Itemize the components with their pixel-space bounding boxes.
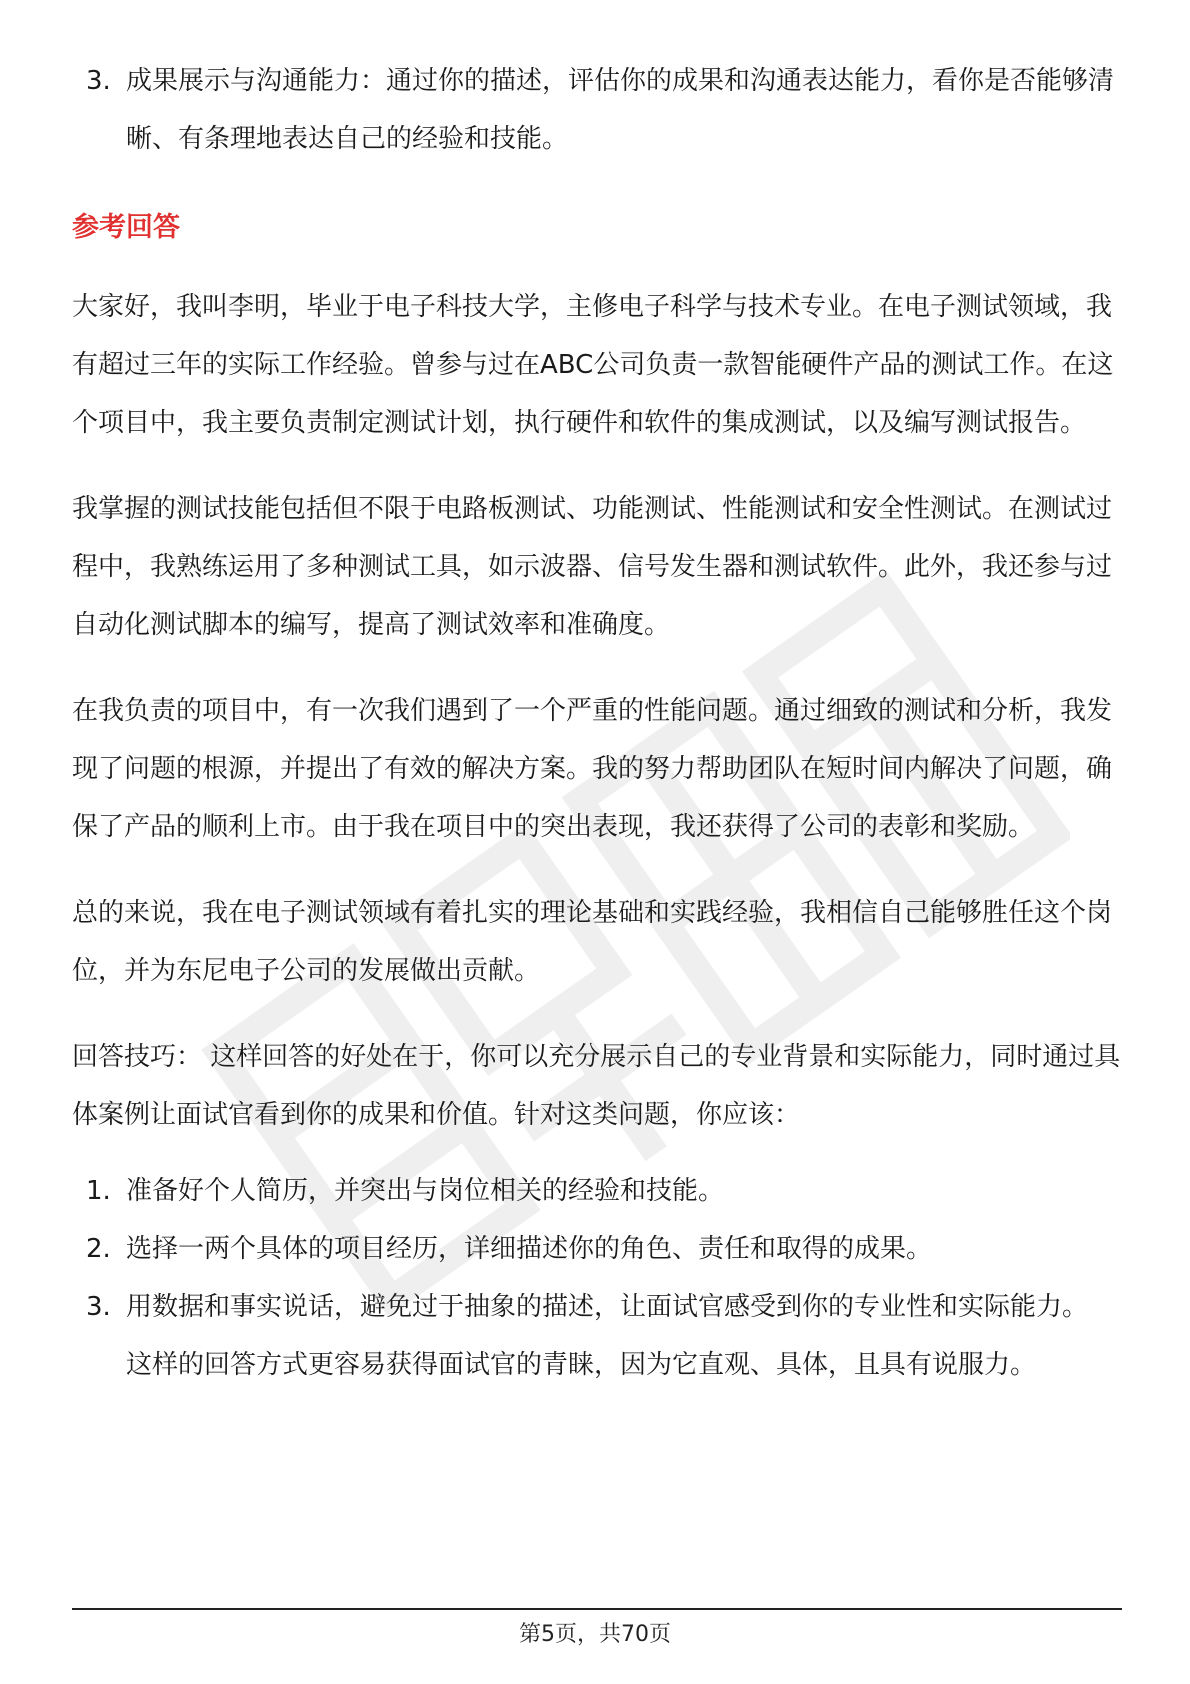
list-item-text: 准备好个人简历，并突出与岗位相关的经验和技能。	[126, 1176, 725, 1206]
list-item	[72, 1220, 1122, 1278]
section-heading: 参考回答	[72, 212, 180, 243]
list-item	[72, 1278, 1122, 1394]
list-item-number: 3.	[86, 1292, 111, 1322]
criteria-list	[72, 52, 1122, 168]
page-number: 第5页，共70页	[519, 1622, 671, 1647]
list-item-text: 选择一两个具体的项目经历，详细描述你的角色、责任和取得的成果。	[126, 1234, 933, 1264]
list-item-text: 成果展示与沟通能力：通过你的描述，评估你的成果和沟通表达能力，看你是否能够清晰、有条理地表达自己的经验和技能。	[126, 66, 1115, 154]
paragraph-summary: 总的来说，我在电子测试领域有着扎实的理论基础和实践经验，我相信自己能够胜任这个岗位，并为东尼电子公司的发展做出贡献。	[72, 898, 1113, 986]
list-item	[72, 1162, 1122, 1220]
footer-divider	[72, 1608, 1122, 1610]
page-content	[72, 52, 1122, 1394]
tips-list	[72, 1162, 1122, 1394]
list-item-text: 用数据和事实说话，避免过于抽象的描述，让面试官感受到你的专业性和实际能力。 这样的回答方式更容易获得面试官的青睐，因为它直观、具体，且具有说服力。	[126, 1292, 1089, 1380]
paragraph-skills: 我掌握的测试技能包括但不限于电路板测试、功能测试、性能测试和安全性测试。在测试过程中，我熟练运用了多种测试工具，如示波器、信号发生器和测试软件。此外，我还参与过自动化测试脚本的编写，提高了测试效率和准确度。	[72, 494, 1113, 640]
list-item-number: 2.	[86, 1234, 111, 1264]
paragraph-project: 在我负责的项目中，有一次我们遇到了一个严重的性能问题。通过细致的测试和分析，我发现了问题的根源，并提出了有效的解决方案。我的努力帮助团队在短时间内解决了问题，确保了产品的顺利上市。由于我在项目中的突出表现，我还获得了公司的表彰和奖励。	[72, 696, 1113, 842]
list-item-number: 1.	[86, 1176, 111, 1206]
paragraph-tips: 回答技巧： 这样回答的好处在于，你可以充分展示自己的专业背景和实际能力，同时通过具体案例让面试官看到你的成果和价值。针对这类问题，你应该：	[72, 1042, 1121, 1130]
paragraph-intro: 大家好，我叫李明，毕业于电子科技大学，主修电子科学与技术专业。在电子测试领域，我有超过三年的实际工作经验。曾参与过在ABC公司负责一款智能硬件产品的测试工作。在这个项目中，我主要负责制定测试计划，执行硬件和软件的集成测试，以及编写测试报告。	[72, 292, 1114, 438]
list-item-number: 3.	[86, 66, 111, 96]
list-item	[72, 52, 1122, 168]
